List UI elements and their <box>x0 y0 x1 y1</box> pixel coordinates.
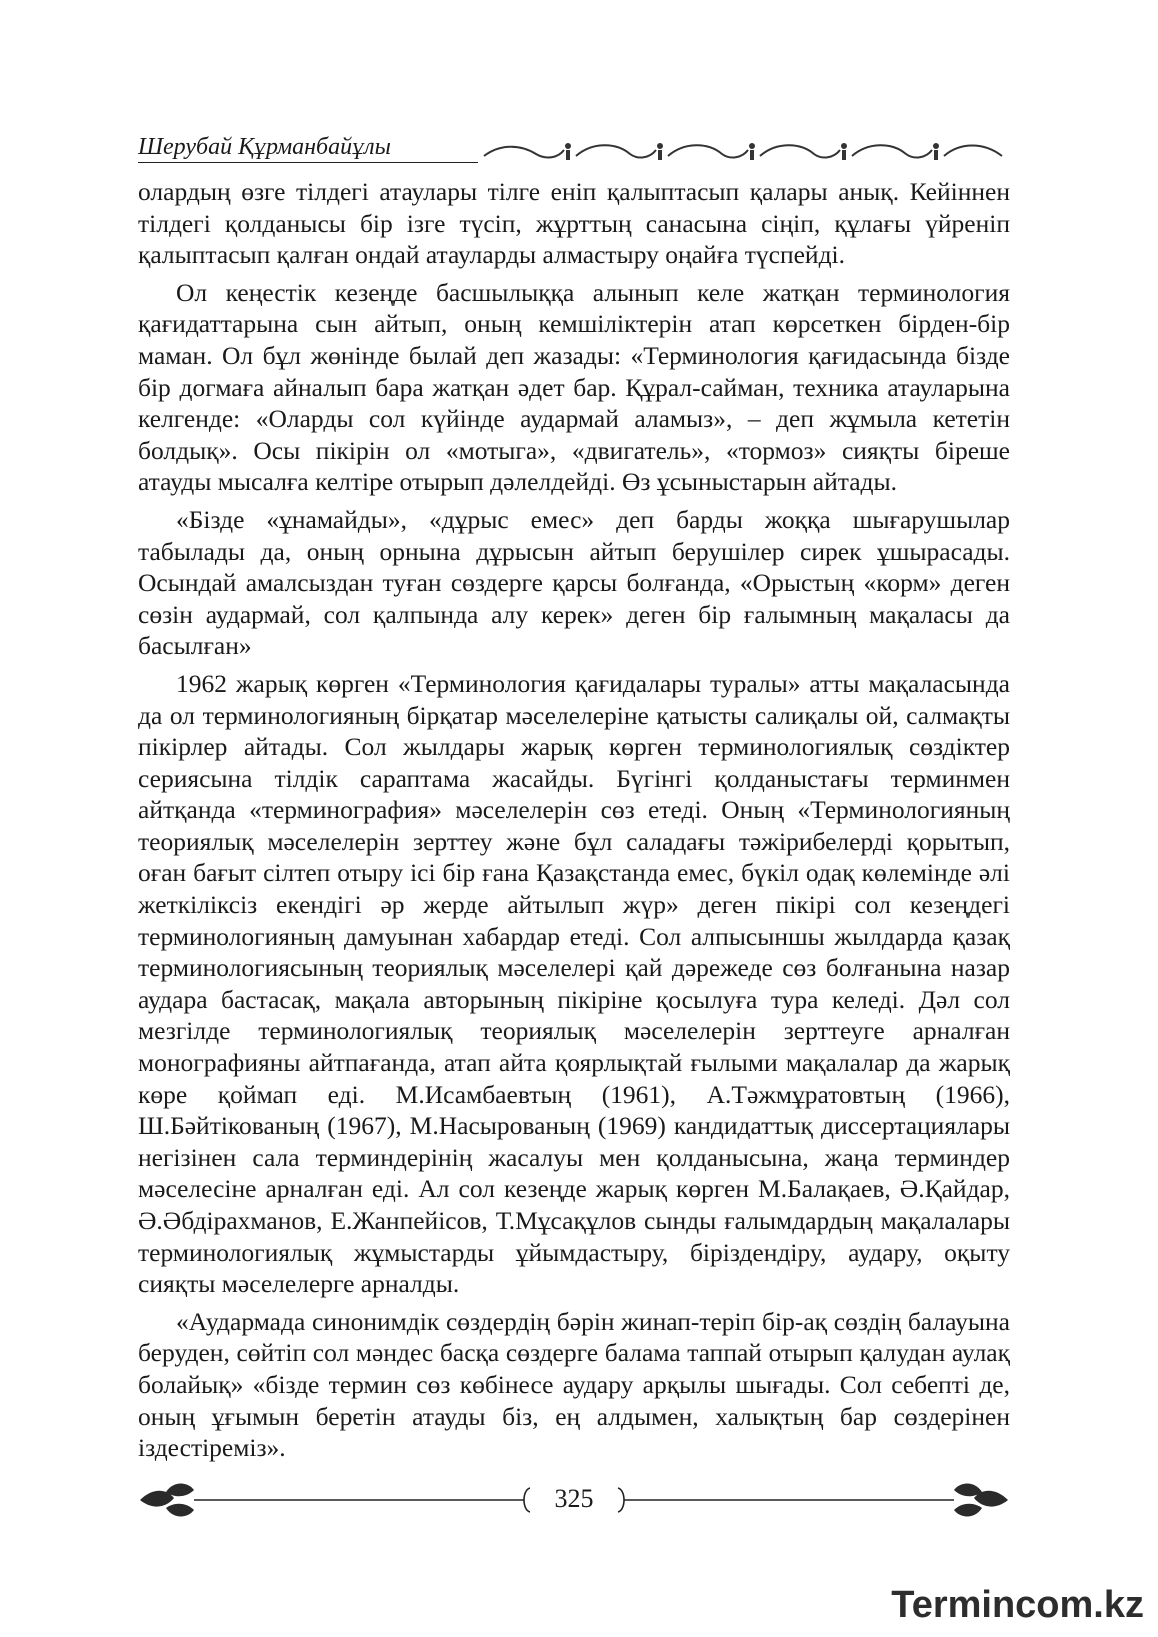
paragraph-4: 1962 жарық көрген «Терминология қағидалары туралы» атты мақаласында да ол терминологияның бірқатар мәселелеріне қатысты салиқалы ой, салмақты пікірлер айтады. Сол жылдары жарық көрген терминологиялық сөздіктер сериясына тілдік сараптама жасайды. Бүгінгі қолданыстағы терминмен айтқанда «терминография» мәселелерін сөз етеді. Оның «Терминологияның теориялық мәселелерін зерттеу және бұл саладағы тәжірибелерді қорытып, оған бағыт сілтеп отыру ісі бір ғана Қазақстанда емес, бүкіл одақ көлемінде әлі жеткіліксіз екендігі әр жерде айтылып жүр» деген пікірі сол кезеңдегі терминологияның дамуынан хабардар етеді. Сол алпысыншы жылдарда қазақ терминологиясының теориялық мәселелері қай дәрежеде сөз болғанына назар аудара бастасақ, мақала авторының пікіріне қосылуға тура келеді. Дәл сол мезгілде терминологиялық теориялық мәселелерін зерттеуге арналған монографияны айтпағанда, атап айта қоярлықтай ғылыми мақалалар да жарық көре қоймап еді. М.Исамбаевтың (1961), А.Тәжмұратовтың (1966), Ш.Бәйтікованың (1967), М.Насырованың (1969) кандидаттық диссертациялары негізінен сала терминдерінің жасалуы мен қолданысына, жаңа терминдер мәселесіне арналған еді. Ал сол кезеңде жарық көрген М.Балақаев, Ә.Қайдар, Ә.Әбдірахманов, Е.Жанпейісов, Т.Мұсақұлов сынды ғалымдардың мақалалары терминологиялық жұмыстарды ұйымдастыру, біріздендіру, аудару, оқыту сияқты мәселелерге арналды. <box>138 668 1010 1299</box>
watermark-text: Termincom.kz <box>891 1584 1144 1626</box>
running-head-rule <box>138 162 478 163</box>
paragraph-5: «Аудармада синонимдік сөздердің бәрін жинап-теріп бір-ақ сөздің балауына беруден, сөйтіп сол мәндес басқа сөздерге балама таппай отырып қалудан аулақ болайық» «бізде термин сөз көбінесе аудару арқылы шығады. Сол себепті де, оның ұғымын беретін атауды біз, ең алдымен, халықтың бар сөздерінен іздестіреміз». <box>138 1306 1010 1463</box>
running-head-author: Шерубай Құрманбайұлы <box>138 134 391 160</box>
body-text <box>138 176 1010 1470</box>
scroll-ornament-icon <box>480 134 1008 166</box>
running-head <box>138 132 1010 166</box>
page-number: 325 <box>554 1484 594 1513</box>
paragraph-1: олардың өзге тілдегі атаулары тілге еніп қалыптасып қалары анық. Кейіннен тілдегі қолданысы бір ізге түсіп, жұрттың санасына сіңіп, құлағы үйреніп қалыптасып қалған ондай атауларды алмастыру оңайға түспейді. <box>138 177 1010 270</box>
paragraph-2: Ол кеңестік кезеңде басшылыққа алынып келе жатқан терминология қағидаттарына сын айтып, оның кемшіліктерін атап көрсеткен бірден-бір маман. Ол бұл жөнінде былай деп жазады: «Терминология қағидасында бізде бір догмаға айналып бара жатқан әдет бар. Құрал-сайман, техника атауларына келгенде: «Оларды сол күйінде аудармай аламыз», – деп жұмыла кететін болдық». Осы пікірін ол «мотыга», «двигатель», «тормоз» сияқты біреше атауды мысалға келтіре отырып дәлелдейді. Өз ұсыныстарын айтады. <box>138 277 1010 497</box>
site-watermark-logo <box>891 1579 1144 1629</box>
page-footer <box>138 1478 1010 1522</box>
paragraph-3: «Бізде «ұнамайды», «дұрыс емес» деп барды жоққа шығарушылар табылады да, оның орнына дұрысын айтып берушілер сирек ұшырасады. Осындай амалсыздан туған сөздерге қарсы болғанда, «Орыстың «корм» деген сөзін аудармай, сол қалпында алу керек» деген бір ғалымның мақаласы да басылған» <box>138 504 1010 661</box>
